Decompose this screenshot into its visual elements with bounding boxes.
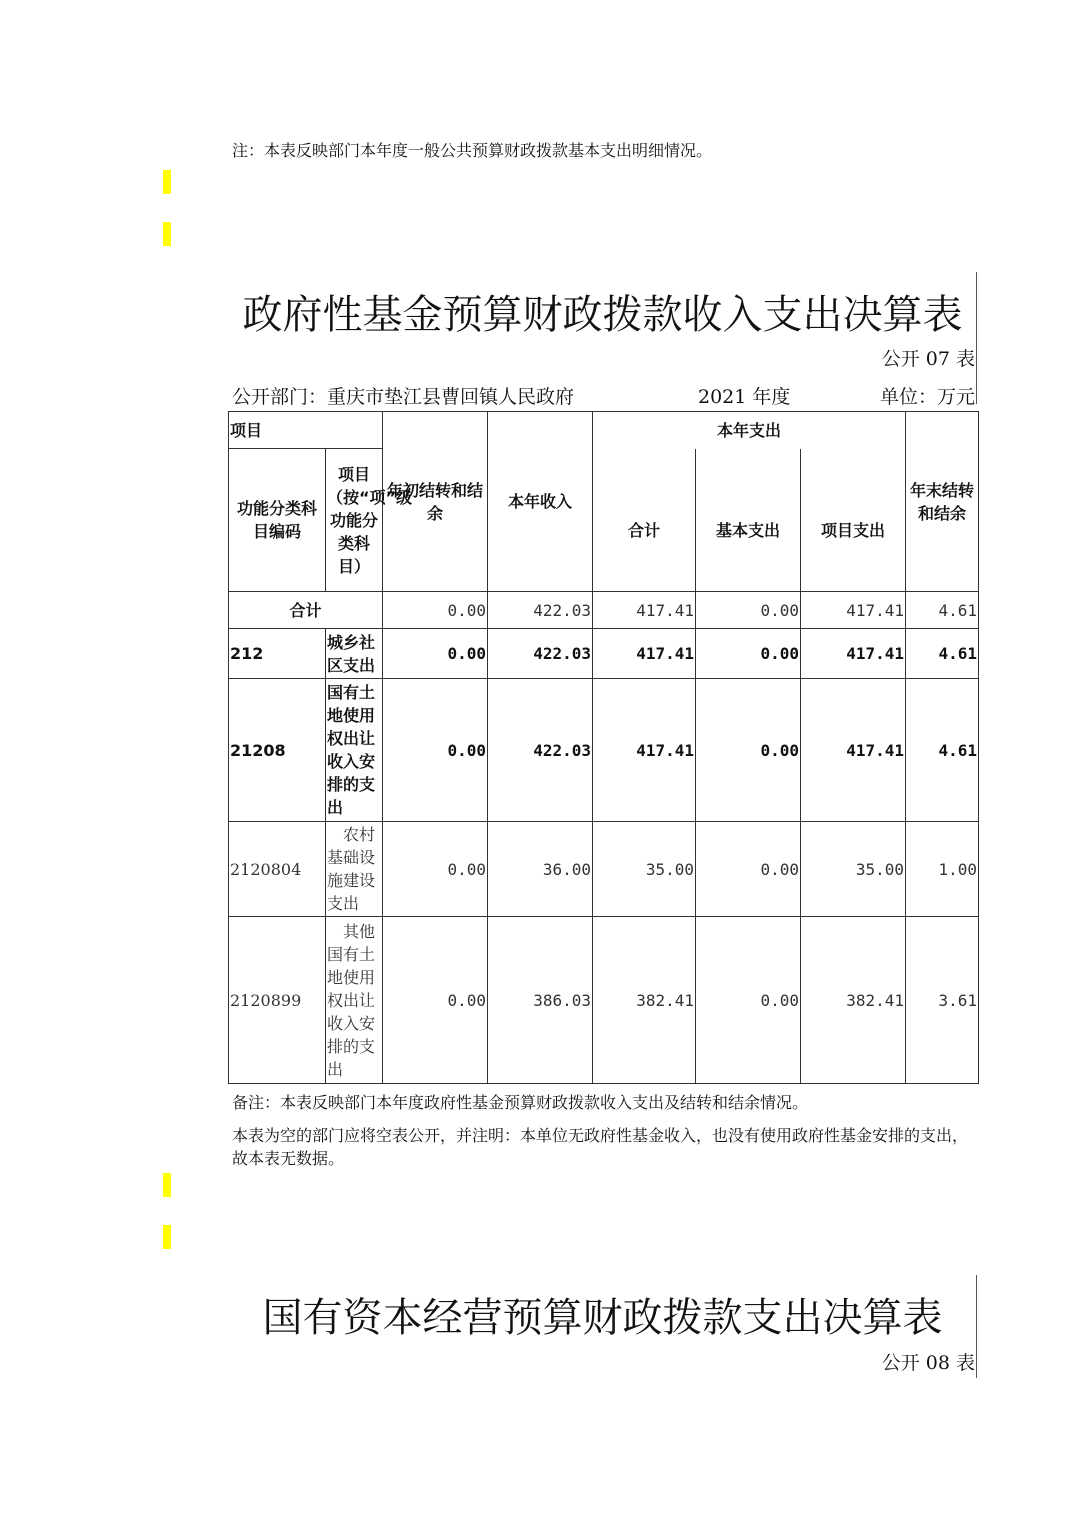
cell-total: 35.00: [593, 822, 696, 917]
cell-income: 422.03: [488, 592, 593, 629]
remark-note: 备注：本表反映部门本年度政府性基金预算财政拨款收入支出及结转和结余情况。: [232, 1093, 809, 1112]
cell-project: 417.41: [801, 629, 906, 679]
cell-basic: 0.00: [696, 629, 801, 679]
cell-begin: 0.00: [383, 822, 488, 917]
table08-code: 公开 08 表: [881, 1352, 975, 1374]
cell-project: 417.41: [801, 679, 906, 822]
cell-end: 4.61: [906, 629, 979, 679]
table-row-total: [229, 592, 979, 629]
table07-title: 政府性基金预算财政拨款收入支出决算表: [242, 292, 963, 338]
cell-begin: 0.00: [383, 679, 488, 822]
header-total: 合计: [593, 449, 696, 592]
cell-code: 2120804: [229, 822, 326, 917]
highlight-marker: [163, 1225, 171, 1249]
cell-project: 417.41: [801, 592, 906, 629]
cell-project: 382.41: [801, 917, 906, 1084]
header-func-code: 功能分类科目编码: [229, 449, 326, 592]
cell-basic: 0.00: [696, 679, 801, 822]
margin-rule: [976, 272, 977, 404]
header-project-expense: 项目支出: [801, 449, 906, 592]
table-row: [229, 822, 979, 917]
cell-total: 417.41: [593, 629, 696, 679]
table-row: [229, 629, 979, 679]
cell-name: 城乡社区支出: [326, 629, 383, 679]
cell-end: 3.61: [906, 917, 979, 1084]
cell-income: 386.03: [488, 917, 593, 1084]
header-item-name: 项目（按“项”级功能分类科目）: [326, 449, 383, 592]
header-end-balance: 年末结转和结余: [906, 412, 979, 592]
table08-title: 国有资本经营预算财政拨款支出决算表: [262, 1295, 943, 1341]
unit-label: 单位：万元: [879, 386, 975, 408]
cell-name: 国有土地使用权出让收入安排的支出: [326, 679, 383, 822]
fund-table: [228, 411, 979, 1084]
cell-project: 35.00: [801, 822, 906, 917]
cell-total: 382.41: [593, 917, 696, 1084]
table-row: [229, 679, 979, 822]
cell-income: 422.03: [488, 679, 593, 822]
cell-income: 36.00: [488, 822, 593, 917]
highlight-marker: [163, 1173, 171, 1197]
cell-begin: 0.00: [383, 629, 488, 679]
empty-table-note: 本表为空的部门应将空表公开，并注明：本单位无政府性基金收入，也没有使用政府性基金安排的支出，故本表无数据。: [232, 1126, 969, 1168]
department-label: 公开部门：重庆市垫江县曹回镇人民政府: [232, 386, 575, 408]
cell-end: 4.61: [906, 679, 979, 822]
cell-begin: 0.00: [383, 917, 488, 1084]
cell-basic: 0.00: [696, 822, 801, 917]
header-basic: 基本支出: [696, 449, 801, 592]
header-begin-balance: 年初结转和结余: [383, 412, 488, 592]
cell-total: 417.41: [593, 592, 696, 629]
top-note: 注：本表反映部门本年度一般公共预算财政拨款基本支出明细情况。: [232, 141, 713, 160]
cell-income: 422.03: [488, 629, 593, 679]
header-income: 本年收入: [488, 412, 593, 592]
margin-rule: [976, 1275, 977, 1378]
cell-name: 农村基础设施建设支出: [326, 822, 383, 917]
header-expense-group: 本年支出: [593, 412, 906, 449]
table07-code: 公开 07 表: [881, 348, 975, 370]
highlight-marker: [163, 170, 171, 194]
cell-total: 417.41: [593, 679, 696, 822]
cell-basic: 0.00: [696, 592, 801, 629]
cell-code: 212: [229, 629, 326, 679]
cell-name: 其他国有土地使用权出让收入安排的支出: [326, 917, 383, 1084]
cell-end: 4.61: [906, 592, 979, 629]
cell-basic: 0.00: [696, 917, 801, 1084]
table-row: [229, 917, 979, 1084]
year-label: 2021 年度: [698, 386, 791, 408]
header-project: 项目: [229, 412, 383, 449]
total-label: 合计: [229, 592, 383, 629]
cell-begin: 0.00: [383, 592, 488, 629]
cell-end: 1.00: [906, 822, 979, 917]
cell-code: 2120899: [229, 917, 326, 1084]
highlight-marker: [163, 222, 171, 246]
cell-code: 21208: [229, 679, 326, 822]
